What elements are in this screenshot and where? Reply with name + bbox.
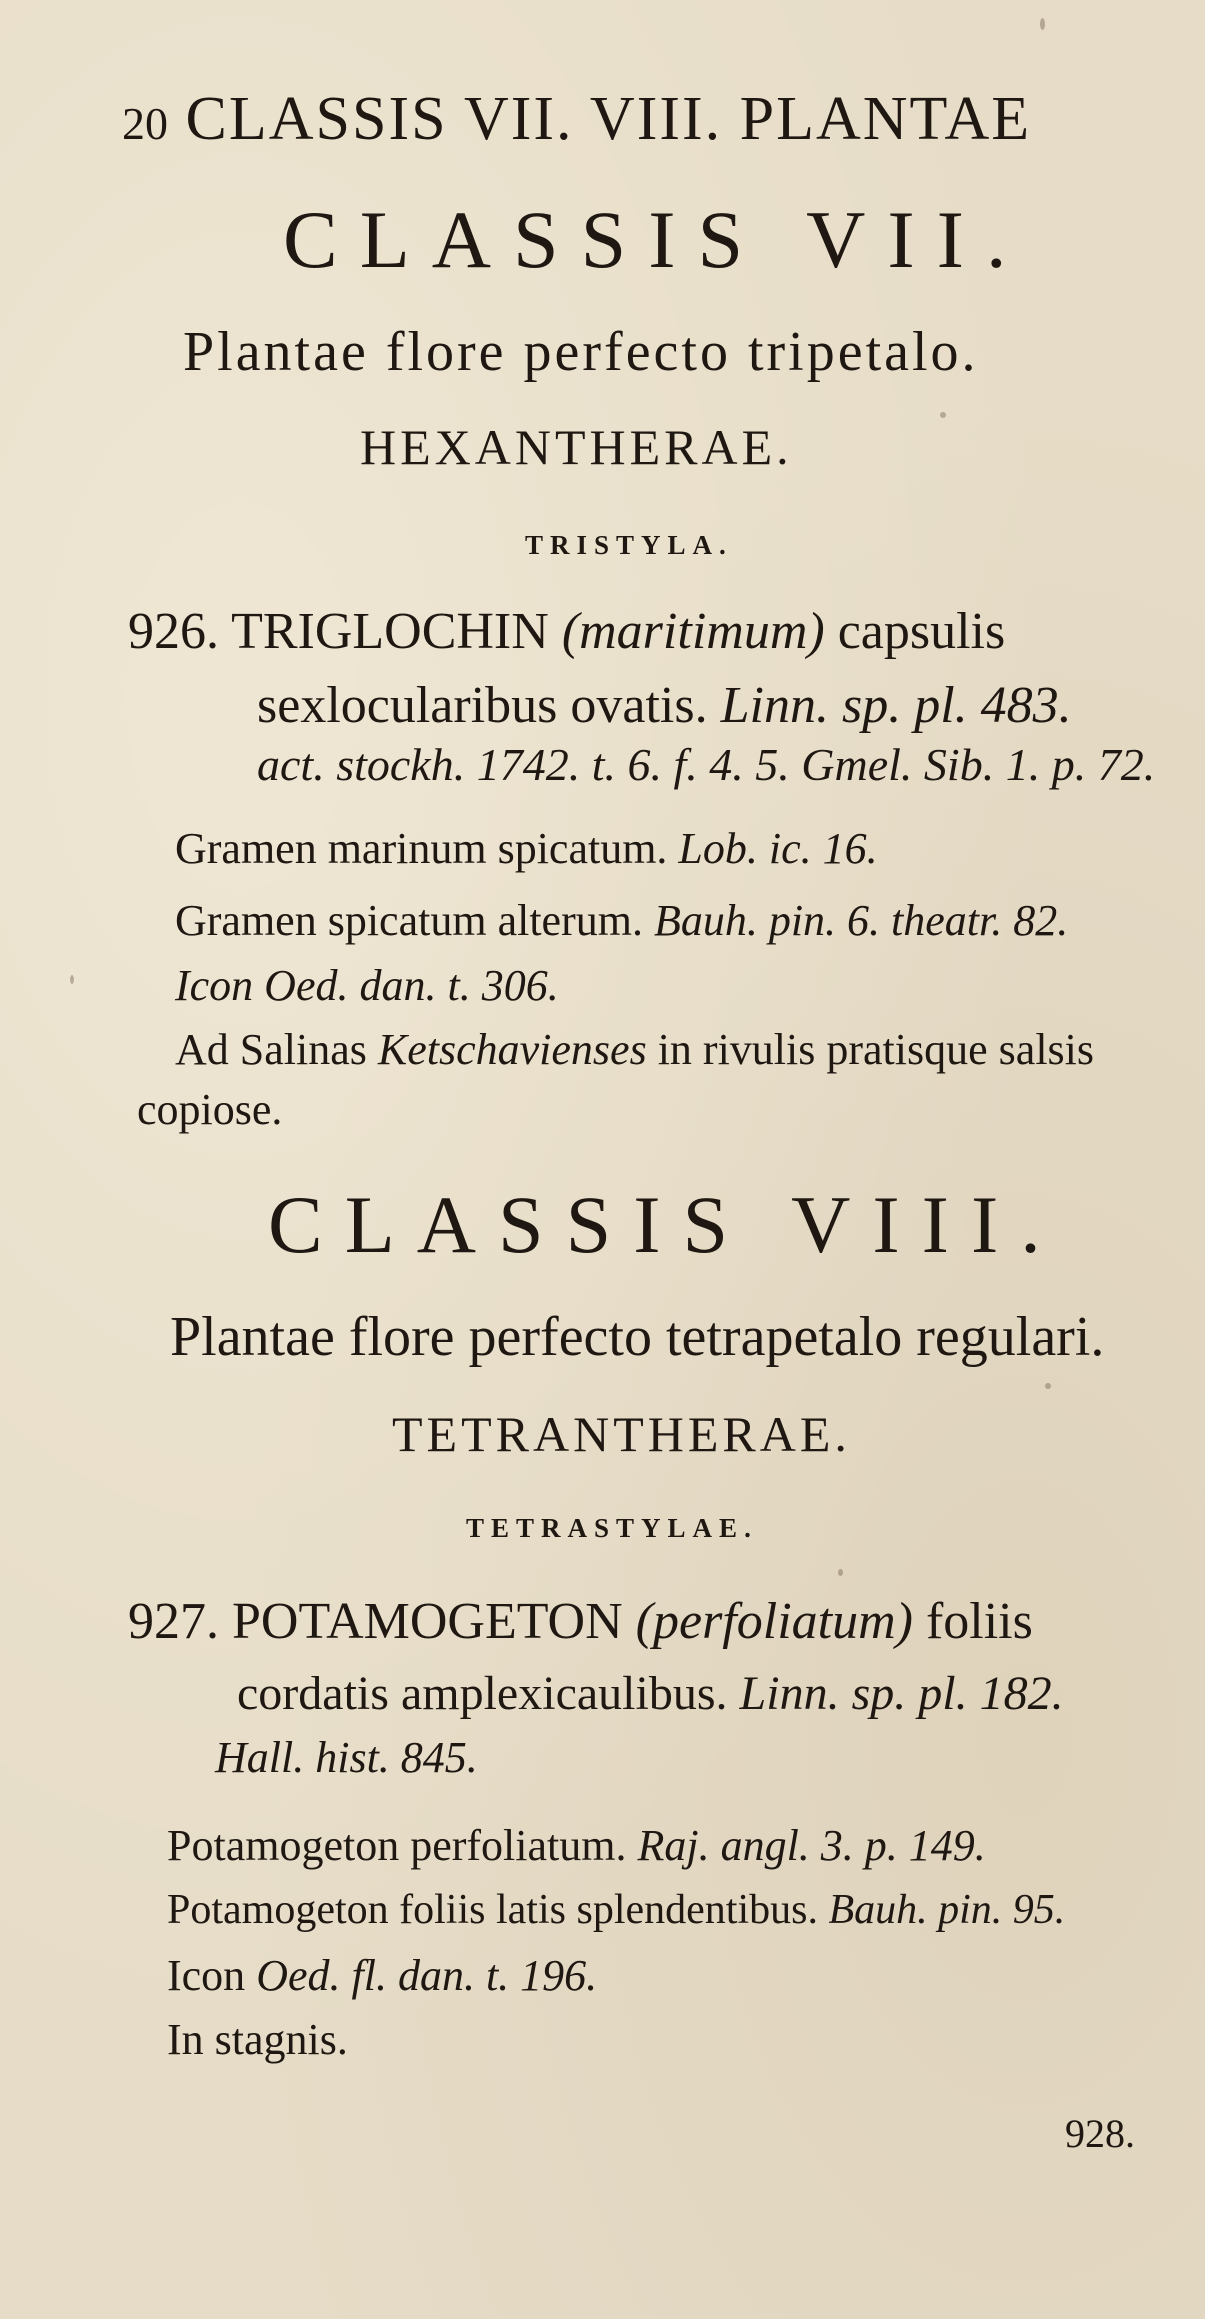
synonym-text: Potamogeton foliis latis splendentibus. <box>167 1887 818 1933</box>
synonym-reference: Bauh. pin. 95. <box>828 1887 1066 1933</box>
entry-926-line-1 <box>128 602 1005 661</box>
genus-name: TRIGLOCHIN <box>231 603 549 660</box>
foxing-spot <box>838 1569 843 1576</box>
diagnosis-text: cordatis amplexicaulibus. <box>237 1667 728 1720</box>
running-head-title: CLASSIS VII. VIII. PLANTAE <box>185 85 1032 153</box>
classis-vii-subtitle: Plantae flore perfecto tripetalo. <box>183 321 979 383</box>
order-heading-tetrantherae: TETRANTHERAE. <box>392 1406 851 1462</box>
diagnosis-text: foliis <box>925 1593 1033 1650</box>
suborder-heading-tristyla: TRISTYLA. <box>525 530 733 560</box>
synonym-reference: Raj. angl. 3. p. 149. <box>637 1821 986 1870</box>
entry-927-line-3: Hall. hist. 845. <box>215 1733 478 1782</box>
entry-number: 926. <box>128 603 219 660</box>
icon-reference-line <box>167 1950 597 2001</box>
page-number: 20 <box>122 98 168 149</box>
diagnosis-text: capsulis <box>837 603 1006 660</box>
synonym-text: Potamogeton perfoliatum. <box>167 1821 627 1870</box>
foxing-spot <box>940 412 946 418</box>
classis-viii-subtitle: Plantae flore perfecto tetrapetalo regulari. <box>170 1306 1105 1368</box>
synonym-reference: Bauh. pin. 6. theatr. 82. <box>653 896 1069 945</box>
classis-vii-heading: CLASSIS VII. <box>283 194 1029 285</box>
genus-name: POTAMOGETON <box>232 1593 623 1650</box>
order-heading-hexantherae: HEXANTHERAE. <box>360 419 793 475</box>
synonym-text: Gramen spicatum alterum. <box>175 896 643 945</box>
entry-926-line-2 <box>257 676 1072 735</box>
synonym-line <box>167 1886 1065 1934</box>
reference-citation: Linn. sp. pl. 182. <box>739 1667 1064 1720</box>
habitat-continuation: copiose. <box>137 1085 283 1134</box>
synonym-line <box>175 895 1068 946</box>
species-name: (maritimum) <box>561 603 825 660</box>
synonym-reference: Oed. fl. dan. t. 196. <box>256 1951 598 2000</box>
synonym-line <box>175 823 878 874</box>
habitat-place: Ketschavienses <box>377 1025 647 1074</box>
running-head <box>122 84 1031 155</box>
synonym-text: Gramen marinum spicatum. <box>175 824 668 873</box>
habitat-line <box>175 1024 1094 1075</box>
entry-926-line-3: act. stockh. 1742. t. 6. f. 4. 5. Gmel. Sib. 1. p. 72. <box>257 739 1156 790</box>
habitat-text: in rivulis pratisque salsis <box>657 1025 1095 1074</box>
foxing-spot <box>1045 1383 1051 1389</box>
entry-927-line-1 <box>128 1592 1033 1651</box>
diagnosis-text: sexlocularibus ovatis. <box>257 677 708 734</box>
entry-number: 927. <box>128 1593 219 1650</box>
synonym-reference: Lob. ic. 16. <box>678 824 878 873</box>
catchword: 928. <box>1065 2111 1135 2156</box>
foxing-spot <box>1040 18 1045 30</box>
suborder-heading-tetrastylae: TETRASTYLAE. <box>466 1513 758 1543</box>
foxing-spot <box>70 975 74 984</box>
icon-reference-line: Icon Oed. dan. t. 306. <box>175 961 559 1010</box>
classis-viii-heading: CLASSIS VIII. <box>268 1179 1063 1270</box>
habitat-line: In stagnis. <box>167 2015 348 2064</box>
entry-927-line-2 <box>237 1666 1064 1721</box>
synonym-text: Icon <box>167 1951 246 2000</box>
synonym-line <box>167 1820 986 1871</box>
species-name: (perfoliatum) <box>635 1593 913 1650</box>
habitat-text: Ad Salinas <box>175 1025 367 1074</box>
reference-citation: Linn. sp. pl. 483. <box>720 677 1072 734</box>
